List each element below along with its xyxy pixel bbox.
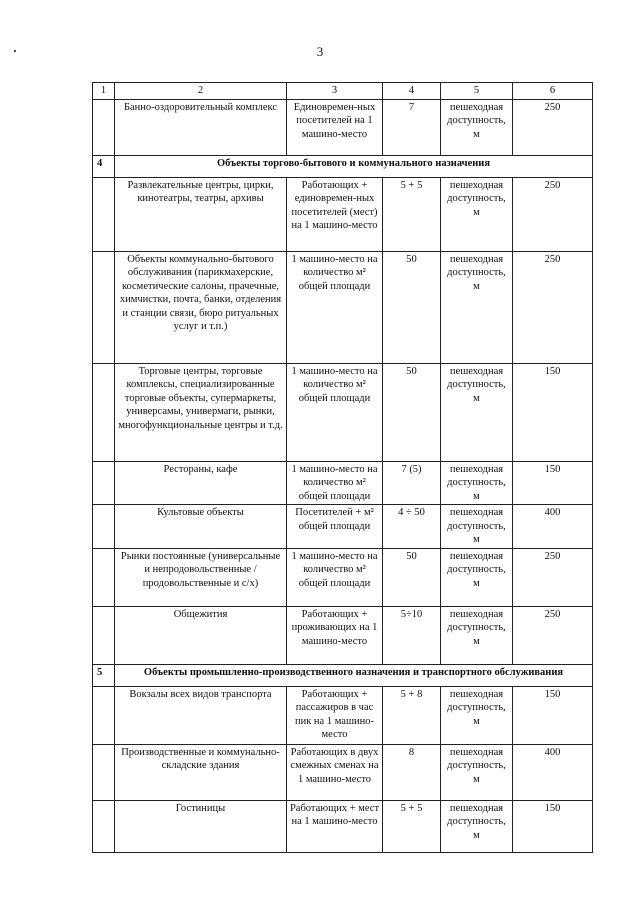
row-number-cell	[93, 686, 115, 744]
table-row	[93, 251, 593, 363]
norm-value-cell: 5÷10	[383, 606, 441, 664]
row-number-cell	[93, 99, 115, 155]
norm-value-cell: 4 ÷ 50	[383, 505, 441, 549]
table-body	[93, 83, 593, 853]
norm-value-cell: 50	[383, 251, 441, 363]
calculation-unit-cell: Единовремен-ных посетителей на 1 машино-место	[287, 99, 383, 155]
object-type-cell: Общежития	[115, 606, 287, 664]
calculation-unit-cell: 1 машино-место на количество м² общей площади	[287, 548, 383, 606]
table-row	[93, 177, 593, 251]
norm-value-cell: 5 + 5	[383, 177, 441, 251]
row-number-cell	[93, 505, 115, 549]
column-number: 5	[441, 83, 513, 100]
calculation-unit-cell: Работающих + мест на 1 машино-место	[287, 800, 383, 852]
column-number: 1	[93, 83, 115, 100]
calculation-unit-cell: Работающих + проживающих на 1 машино-место	[287, 606, 383, 664]
row-number-cell	[93, 251, 115, 363]
norm-value-cell: 50	[383, 363, 441, 461]
section-title: Объекты торгово-бытового и коммунального назначения	[115, 155, 593, 177]
object-type-cell: Рынки постоянные (универсальные и непродовольственные / продовольственные и с/х)	[115, 548, 287, 606]
table-row	[93, 606, 593, 664]
norm-value-cell: 5 + 8	[383, 686, 441, 744]
object-type-cell: Вокзалы всех видов транспорта	[115, 686, 287, 744]
table-row	[93, 800, 593, 852]
table-row	[93, 99, 593, 155]
column-number: 3	[287, 83, 383, 100]
distance-type-cell: пешеходная доступность, м	[441, 744, 513, 800]
distance-value-cell: 250	[513, 548, 593, 606]
object-type-cell: Гостиницы	[115, 800, 287, 852]
distance-type-cell: пешеходная доступность, м	[441, 606, 513, 664]
column-number: 2	[115, 83, 287, 100]
section-number: 5	[93, 664, 115, 686]
calculation-unit-cell: Работающих + пассажиров в час пик на 1 машино-место	[287, 686, 383, 744]
distance-value-cell: 150	[513, 686, 593, 744]
calculation-unit-cell: 1 машино-место на количество м² общей площади	[287, 363, 383, 461]
section-header-row	[93, 664, 593, 686]
distance-type-cell: пешеходная доступность, м	[441, 800, 513, 852]
calculation-unit-cell: Работающих + единовремен-ных посетителей (мест) на 1 машино-место	[287, 177, 383, 251]
row-number-cell	[93, 548, 115, 606]
column-number: 6	[513, 83, 593, 100]
distance-value-cell: 150	[513, 800, 593, 852]
object-type-cell: Банно-оздоровительный комплекс	[115, 99, 287, 155]
table-row	[93, 363, 593, 461]
calculation-unit-cell: Посетителей + м² общей площади	[287, 505, 383, 549]
distance-type-cell: пешеходная доступность, м	[441, 251, 513, 363]
section-header-row	[93, 155, 593, 177]
distance-type-cell: пешеходная доступность, м	[441, 686, 513, 744]
norm-value-cell: 8	[383, 744, 441, 800]
norm-value-cell: 5 + 5	[383, 800, 441, 852]
distance-value-cell: 400	[513, 744, 593, 800]
column-number-row	[93, 83, 593, 100]
distance-value-cell: 150	[513, 461, 593, 505]
distance-type-cell: пешеходная доступность, м	[441, 177, 513, 251]
row-number-cell	[93, 363, 115, 461]
object-type-cell: Рестораны, кафе	[115, 461, 287, 505]
scan-speck	[14, 50, 16, 52]
table-row	[93, 744, 593, 800]
object-type-cell: Культовые объекты	[115, 505, 287, 549]
section-title: Объекты промышленно-производственного назначения и транспортного обслуживания	[115, 664, 593, 686]
row-number-cell	[93, 606, 115, 664]
distance-value-cell: 250	[513, 177, 593, 251]
distance-value-cell: 250	[513, 606, 593, 664]
object-type-cell: Торговые центры, торговые комплексы, специализированные торговые объекты, супермаркеты, универсамы, универмаги, рынки, многофункциональные центры и т.д.	[115, 363, 287, 461]
distance-value-cell: 250	[513, 251, 593, 363]
calculation-unit-cell: 1 машино-место на количество м² общей площади	[287, 461, 383, 505]
calculation-unit-cell: 1 машино-место на количество м² общей площади	[287, 251, 383, 363]
norm-value-cell: 50	[383, 548, 441, 606]
distance-value-cell: 150	[513, 363, 593, 461]
distance-value-cell: 400	[513, 505, 593, 549]
distance-type-cell: пешеходная доступность, м	[441, 548, 513, 606]
norm-value-cell: 7	[383, 99, 441, 155]
row-number-cell	[93, 744, 115, 800]
column-number: 4	[383, 83, 441, 100]
distance-type-cell: пешеходная доступность, м	[441, 363, 513, 461]
distance-value-cell: 250	[513, 99, 593, 155]
distance-type-cell: пешеходная доступность, м	[441, 505, 513, 549]
row-number-cell	[93, 461, 115, 505]
row-number-cell	[93, 800, 115, 852]
table-row	[93, 686, 593, 744]
page-number: 3	[316, 44, 324, 59]
object-type-cell: Объекты коммунально-бытового обслуживания (парикмахерские, косметические салоны, прачечные, химчистки, почта, банки, отделения и станции связи, бюро ритуальных услуг и т.п.)	[115, 251, 287, 363]
table-row	[93, 548, 593, 606]
table-row	[93, 461, 593, 505]
parking-norms-table	[92, 82, 593, 853]
table-row	[93, 505, 593, 549]
norm-value-cell: 7 (5)	[383, 461, 441, 505]
distance-type-cell: пешеходная доступность, м	[441, 99, 513, 155]
row-number-cell	[93, 177, 115, 251]
object-type-cell: Производственные и коммунально-складские здания	[115, 744, 287, 800]
section-number: 4	[93, 155, 115, 177]
object-type-cell: Развлекательные центры, цирки, кинотеатры, театры, архивы	[115, 177, 287, 251]
calculation-unit-cell: Работающих в двух смежных сменах на 1 машино-место	[287, 744, 383, 800]
distance-type-cell: пешеходная доступность, м	[441, 461, 513, 505]
